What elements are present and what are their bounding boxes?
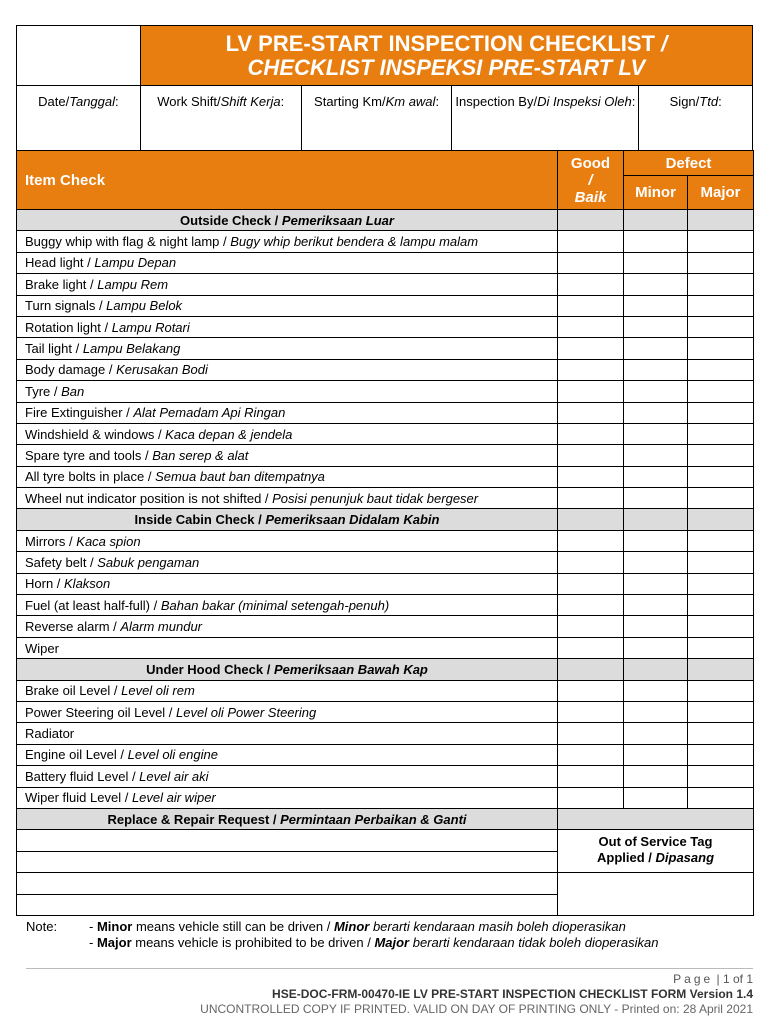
checklist-row (17, 381, 754, 402)
checkbox-good[interactable] (558, 445, 624, 466)
header-field-4[interactable]: Sign/Ttd: (639, 86, 753, 155)
checkbox-minor[interactable] (624, 231, 688, 252)
repair-request-input[interactable] (17, 830, 558, 851)
repair-request-row (17, 830, 754, 851)
checkbox-good[interactable] (558, 573, 624, 594)
checkbox-good[interactable] (558, 723, 624, 744)
checklist-item-label: Reverse alarm / Alarm mundur (17, 616, 558, 637)
checklist-item-label: All tyre bolts in place / Semua baut ban ditempatnya (17, 466, 558, 487)
checkbox-minor[interactable] (624, 252, 688, 273)
document-id: HSE-DOC-FRM-00470-IE LV PRE-START INSPECTION CHECKLIST FORM Version 1.4 (272, 987, 753, 1001)
section-blank-cell (688, 210, 754, 231)
repair-request-input[interactable] (17, 894, 558, 915)
checkbox-good[interactable] (558, 595, 624, 616)
section-blank-cell (558, 210, 624, 231)
header-field-2[interactable]: Starting Km/Km awal: (301, 86, 452, 155)
note-line-minor: Note: - Minor means vehicle still can be driven / Minor berarti kendaraan masih boleh dioperasikan (26, 919, 626, 934)
checkbox-minor[interactable] (624, 445, 688, 466)
checklist-item-label: Head light / Lampu Depan (17, 252, 558, 273)
checklist-item-label: Battery fluid Level / Level air aki (17, 766, 558, 787)
repair-request-row (17, 873, 754, 894)
checklist-item-label: Wiper fluid Level / Level air wiper (17, 787, 558, 808)
checklist-row (17, 274, 754, 295)
checkbox-major[interactable] (688, 274, 754, 295)
checklist-item-label: Rotation light / Lampu Rotari (17, 316, 558, 337)
checkbox-good[interactable] (558, 295, 624, 316)
checklist-item-label: Wiper (17, 637, 558, 658)
header-field-1[interactable]: Work Shift/Shift Kerja: (140, 86, 301, 155)
checklist-item-label: Tail light / Lampu Belakang (17, 338, 558, 359)
checkbox-major[interactable] (688, 744, 754, 765)
checklist-row (17, 466, 754, 487)
checkbox-minor[interactable] (624, 616, 688, 637)
checkbox-major[interactable] (688, 616, 754, 637)
checkbox-good[interactable] (558, 359, 624, 380)
checklist-table (16, 150, 754, 916)
checklist-row (17, 723, 754, 744)
checklist-row (17, 252, 754, 273)
checklist-item-label: Buggy whip with flag & night lamp / Bugy whip berikut bendera & lampu malam (17, 231, 558, 252)
checklist-row (17, 338, 754, 359)
checkbox-minor[interactable] (624, 787, 688, 808)
checkbox-major[interactable] (688, 530, 754, 551)
repair-request-input[interactable] (17, 851, 558, 872)
section-blank-cell (558, 509, 624, 530)
checkbox-major[interactable] (688, 381, 754, 402)
section-title: Replace & Repair Request / Permintaan Perbaikan & Ganti (17, 808, 558, 829)
checklist-item-label: Body damage / Kerusakan Bodi (17, 359, 558, 380)
checkbox-good[interactable] (558, 616, 624, 637)
checkbox-minor[interactable] (624, 530, 688, 551)
section-blank-cell (624, 210, 688, 231)
checkbox-major[interactable] (688, 338, 754, 359)
checklist-row (17, 595, 754, 616)
checklist-row (17, 787, 754, 808)
section-blank-cell (558, 659, 624, 680)
checkbox-major[interactable] (688, 295, 754, 316)
checklist-item-label: Fire Extinguisher / Alat Pemadam Api Ringan (17, 402, 558, 423)
checklist-item-label: Tyre / Ban (17, 381, 558, 402)
header-field-0[interactable]: Date/Tanggal: (17, 86, 141, 155)
checklist-row (17, 530, 754, 551)
checklist-row (17, 552, 754, 573)
checkbox-minor[interactable] (624, 338, 688, 359)
checkbox-minor[interactable] (624, 573, 688, 594)
checkbox-major[interactable] (688, 595, 754, 616)
checkbox-major[interactable] (688, 316, 754, 337)
checklist-row (17, 423, 754, 444)
checklist-item-label: Horn / Klakson (17, 573, 558, 594)
note-line-major: - Major means vehicle is prohibited to be driven / Major berarti kendaraan tidak boleh dioperasikan (89, 935, 659, 950)
checkbox-major[interactable] (688, 787, 754, 808)
checkbox-good[interactable] (558, 252, 624, 273)
section-blank-cell (624, 509, 688, 530)
section-header (17, 210, 754, 231)
note-label: Note: (26, 919, 58, 934)
checkbox-good[interactable] (558, 381, 624, 402)
section-header (17, 808, 754, 829)
checkbox-major[interactable] (688, 252, 754, 273)
checkbox-minor[interactable] (624, 359, 688, 380)
checklist-item-label: Engine oil Level / Level oli engine (17, 744, 558, 765)
checkbox-good[interactable] (558, 402, 624, 423)
checklist-item-label: Wheel nut indicator position is not shifted / Posisi penunjuk baut tidak bergeser (17, 488, 558, 509)
checklist-item-label: Spare tyre and tools / Ban serep & alat (17, 445, 558, 466)
checklist-item-label: Brake oil Level / Level oli rem (17, 680, 558, 701)
checkbox-minor[interactable] (624, 766, 688, 787)
checkbox-minor[interactable] (624, 466, 688, 487)
checkbox-good[interactable] (558, 488, 624, 509)
section-blank-cell (558, 808, 754, 829)
section-title: Under Hood Check / Pemeriksaan Bawah Kap (17, 659, 558, 680)
column-header-item-check: Item Check (17, 151, 558, 210)
checkbox-good[interactable] (558, 530, 624, 551)
checkbox-major[interactable] (688, 680, 754, 701)
checkbox-good[interactable] (558, 423, 624, 444)
checkbox-minor[interactable] (624, 402, 688, 423)
checkbox-major[interactable] (688, 423, 754, 444)
checkbox-major[interactable] (688, 723, 754, 744)
checkbox-major[interactable] (688, 359, 754, 380)
checkbox-good[interactable] (558, 744, 624, 765)
checklist-row (17, 573, 754, 594)
checkbox-major[interactable] (688, 231, 754, 252)
section-title: Inside Cabin Check / Pemeriksaan Didalam Kabin (17, 509, 558, 530)
notes-section (26, 919, 658, 951)
section-title: Outside Check / Pemeriksaan Luar (17, 210, 558, 231)
checkbox-good[interactable] (558, 466, 624, 487)
checkbox-major[interactable] (688, 466, 754, 487)
checkbox-good[interactable] (558, 316, 624, 337)
column-header-minor: Minor (624, 176, 688, 210)
checkbox-good[interactable] (558, 680, 624, 701)
checklist-row (17, 680, 754, 701)
checklist-item-label: Windshield & windows / Kaca depan & jendela (17, 423, 558, 444)
out-of-service-tag-box[interactable] (558, 873, 754, 916)
checkbox-minor[interactable] (624, 488, 688, 509)
column-header-major: Major (688, 176, 754, 210)
checklist-row (17, 488, 754, 509)
section-blank-cell (624, 659, 688, 680)
checkbox-minor[interactable] (624, 274, 688, 295)
logo-area (17, 26, 141, 86)
checkbox-minor[interactable] (624, 637, 688, 658)
checkbox-major[interactable] (688, 766, 754, 787)
checklist-item-label: Radiator (17, 723, 558, 744)
checklist-row (17, 231, 754, 252)
checklist-row (17, 616, 754, 637)
section-header (17, 659, 754, 680)
column-header-good: Good / Baik (558, 151, 624, 210)
checklist-row (17, 766, 754, 787)
checklist-item-label: Mirrors / Kaca spion (17, 530, 558, 551)
checklist-item-label: Brake light / Lampu Rem (17, 274, 558, 295)
checkbox-minor[interactable] (624, 701, 688, 722)
column-header-defect: Defect (624, 151, 754, 176)
checklist-row (17, 402, 754, 423)
checklist-row (17, 445, 754, 466)
out-of-service-tag-label: Out of Service Tag Applied / Dipasang (558, 830, 754, 873)
checklist-item-label: Turn signals / Lampu Belok (17, 295, 558, 316)
section-header (17, 509, 754, 530)
checklist-row (17, 744, 754, 765)
checkbox-good[interactable] (558, 637, 624, 658)
checkbox-major[interactable] (688, 445, 754, 466)
checkbox-minor[interactable] (624, 723, 688, 744)
uncontrolled-copy-notice: UNCONTROLLED COPY IF PRINTED. VALID ON DAY OF PRINTING ONLY - Printed on: 28 April 2021 (200, 1002, 753, 1016)
checkbox-minor[interactable] (624, 552, 688, 573)
checkbox-good[interactable] (558, 338, 624, 359)
checkbox-minor[interactable] (624, 744, 688, 765)
repair-request-input[interactable] (17, 873, 558, 894)
section-blank-cell (688, 509, 754, 530)
header-field-3[interactable]: Inspection By/Di Inspeksi Oleh: (452, 86, 639, 155)
checklist-row (17, 316, 754, 337)
checkbox-minor[interactable] (624, 423, 688, 444)
checkbox-minor[interactable] (624, 381, 688, 402)
checklist-row (17, 359, 754, 380)
checkbox-minor[interactable] (624, 295, 688, 316)
checkbox-major[interactable] (688, 637, 754, 658)
checkbox-major[interactable] (688, 488, 754, 509)
checklist-item-label: Power Steering oil Level / Level oli Power Steering (17, 701, 558, 722)
checkbox-minor[interactable] (624, 595, 688, 616)
checklist-row (17, 295, 754, 316)
checklist-item-label: Safety belt / Sabuk pengaman (17, 552, 558, 573)
header-info-row (17, 86, 753, 155)
page-footer (26, 968, 753, 1016)
checkbox-good[interactable] (558, 787, 624, 808)
checklist-row (17, 701, 754, 722)
checklist-row (17, 637, 754, 658)
checkbox-good[interactable] (558, 274, 624, 295)
checkbox-major[interactable] (688, 573, 754, 594)
form-title: LV PRE-START INSPECTION CHECKLIST / CHECKLIST INSPEKSI PRE-START LV (140, 26, 752, 86)
checkbox-major[interactable] (688, 552, 754, 573)
checkbox-major[interactable] (688, 701, 754, 722)
section-blank-cell (688, 659, 754, 680)
checkbox-good[interactable] (558, 552, 624, 573)
form-header (16, 25, 753, 155)
checkbox-good[interactable] (558, 701, 624, 722)
page-number: Page | 1 of 1 (673, 972, 753, 986)
checkbox-minor[interactable] (624, 316, 688, 337)
checkbox-good[interactable] (558, 231, 624, 252)
checkbox-minor[interactable] (624, 680, 688, 701)
checkbox-good[interactable] (558, 766, 624, 787)
checkbox-major[interactable] (688, 402, 754, 423)
checklist-item-label: Fuel (at least half-full) / Bahan bakar (minimal setengah-penuh) (17, 595, 558, 616)
